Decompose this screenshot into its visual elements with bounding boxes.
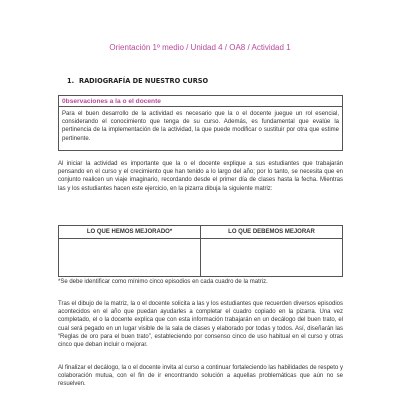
page-header: Orientación 1º medio / Unidad 4 / OA8 / Actividad 1 bbox=[109, 43, 291, 52]
closing-paragraph: Al finalizar el decálogo, la o el docente invita al curso a continuar fortaleciendo las habilidades de respeto y colaboración mutua, con el fin de ir encontrando solución a aquellas problemáticas que aún no se resuelven. bbox=[58, 365, 343, 388]
matrix-cell-to-improve bbox=[201, 239, 343, 277]
after-matrix-paragraph: Tras el dibujo de la matriz, la o el docente solicita a las y los estudiantes que recuerden diversos episodios acontecidos en el año que puedan ayudarles a completar el cuadro copiado en la pizarra. Una vez completado, el o la docente explica que con esta información trabajarán en un decálogo del buen trato, el cual será pegado en un lugar visible de la sala de clases y elaborado por todas y todos. Así, diseñarán las “Reglas de oro para el buen trato”, estableciendo por consenso cinco de uso habitual en el curso y otras cinco que deban incluir o mejorar. bbox=[58, 301, 343, 349]
observations-title: 0bservaciones a la o el docente bbox=[59, 96, 342, 107]
section-heading bbox=[67, 77, 208, 85]
section-number: 1. bbox=[67, 77, 75, 85]
matrix-header-improved: LO QUE HEMOS MEJORADO* bbox=[59, 226, 201, 239]
observations-box bbox=[58, 95, 343, 151]
matrix-cell-improved bbox=[59, 239, 201, 277]
observations-body: Para el buen desarrollo de la actividad es necesario que la o el docente juegue un rol esencial, considerando el conocimiento que tenga de su curso. Además, es fundamental que evalúe la pertinencia de la implementación de la actividad, la que puede modificar o sustituir por otra que estime pertinente. bbox=[62, 111, 339, 142]
matrix-table bbox=[58, 225, 343, 277]
intro-paragraph: Al iniciar la actividad es importante que la o el docente explique a sus estudiantes que trabajarán pensando en el curso y el crecimiento que han tenido a lo largo del año; por lo tanto, se necesita que en conjunto realicen un viaje imaginario, recordando desde el primer día de clases hasta la fecha. Mientras las y los estudiantes hacen este ejercicio, en la pizarra dibuja la siguiente matriz: bbox=[58, 161, 343, 192]
matrix-footnote: *Se debe identificar como mínimo cinco episodios en cada cuadro de la matriz. bbox=[58, 279, 268, 285]
section-title: RADIOGRAFÍA DE NUESTRO CURSO bbox=[79, 77, 209, 85]
matrix-header-to-improve: LO QUE DEBEMOS MEJORAR bbox=[201, 226, 343, 239]
